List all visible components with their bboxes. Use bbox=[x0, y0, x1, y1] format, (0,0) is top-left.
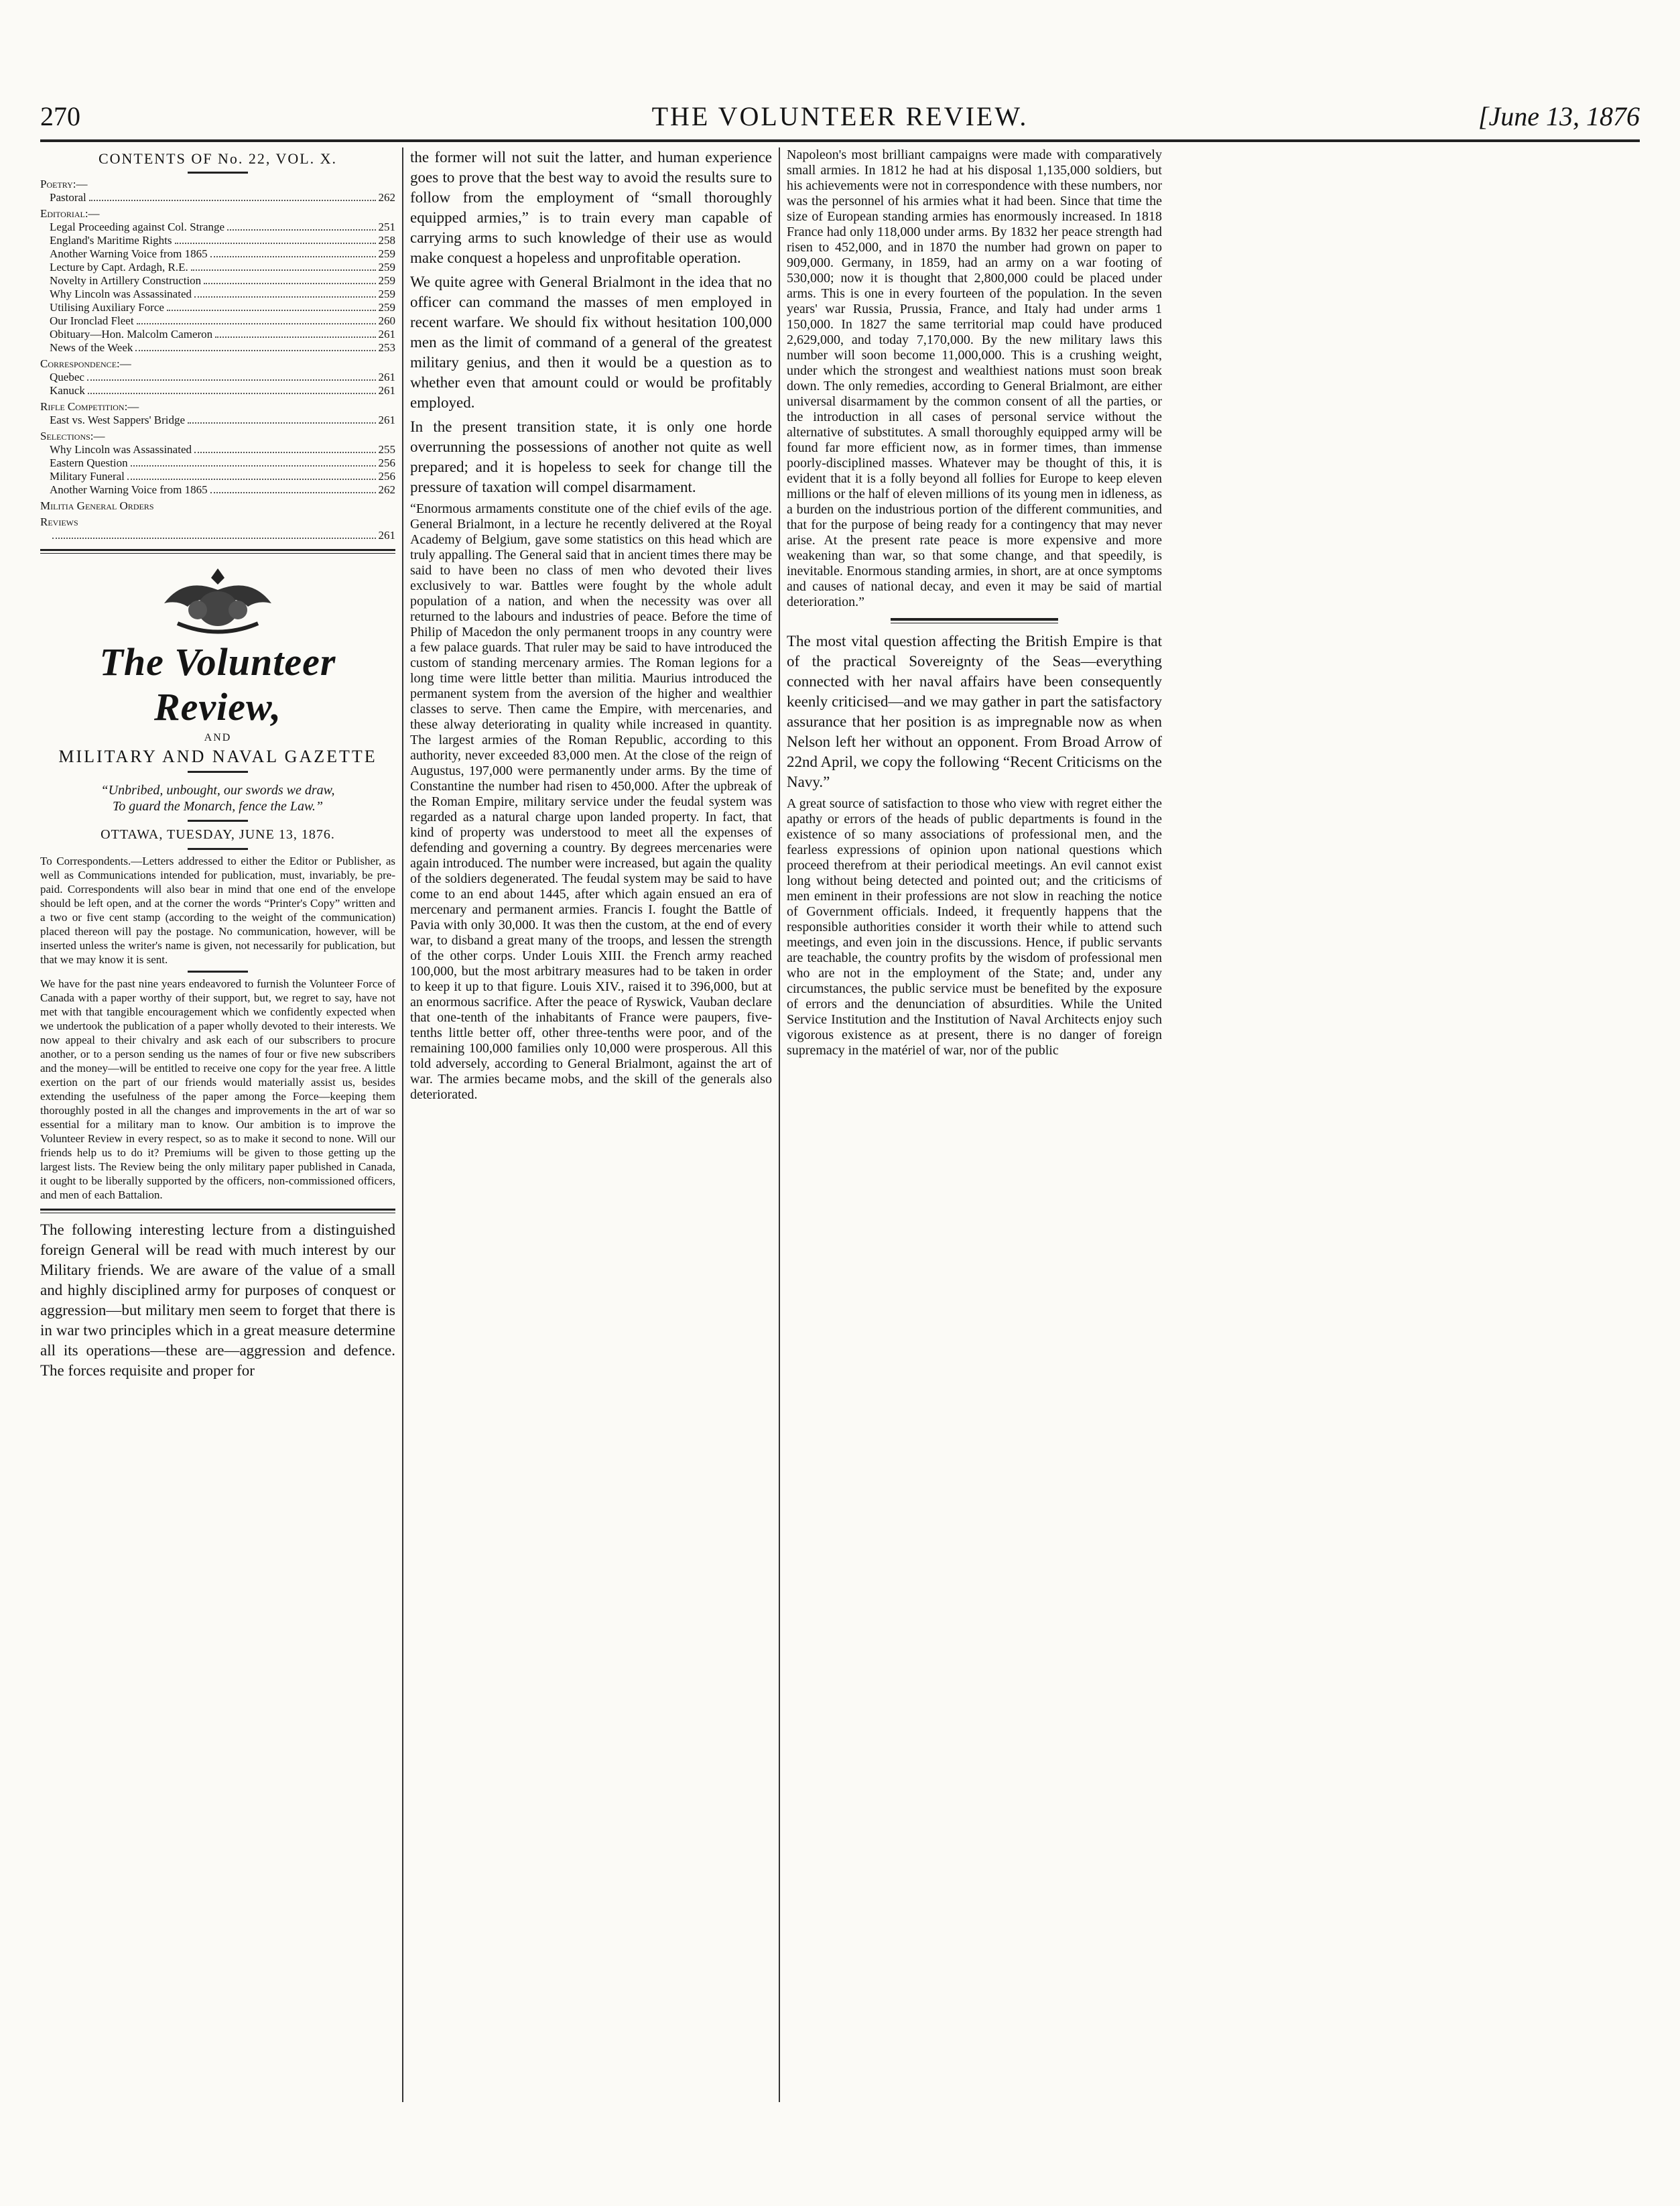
column-3 bbox=[787, 147, 1162, 2105]
contents-title: CONTENTS OF No. 22, VOL. X. bbox=[98, 150, 338, 167]
toc-entry-page: 261 bbox=[378, 414, 395, 426]
toc-entry-title: Military Funeral bbox=[50, 470, 125, 483]
toc-entry-page: 259 bbox=[378, 288, 395, 300]
masthead-subtitle: MILITARY AND NAVAL GAZETTE bbox=[58, 747, 377, 766]
column-divider bbox=[779, 147, 780, 2102]
column-2 bbox=[410, 147, 772, 2105]
toc-entry-title: Why Lincoln was Assassinated bbox=[50, 443, 192, 456]
divider bbox=[40, 549, 395, 554]
article-paragraph: In the present transition state, it is only one horde overrunning the possessions of another not quite as well prepared; and it is hopeless to seek for change till the pressure of taxation will compel disarmament. bbox=[410, 418, 772, 495]
toc-entry-title: Novelty in Artillery Construction bbox=[50, 274, 202, 287]
article-quotation: “Enormous armaments constitute one of the chief evils of the age. General Brialmont, in a lecture he recently delivered at the Royal Academy of Belgium, gave some statistics on this head which are truly appalling. The General said that in ancient times there may be said to have been no class of men who devoted their lives exclusively to war. Battles were fought by the whole adult population of a nation, and when the necessity was over all returned to the labours and industries of peace. Before the time of Philip of Macedon the only permanent troops in any country were a few palace guards. That ruler may be said to have introduced the custom of standing mercenary armies. The Roman legions for a long time were little better than militia. Maurius introduced the permanent system from the aversion of the higher and wealthier classes to serve. Then came the Empire, with mercenaries, and these alway deteriorating in quality while increased in quantity. The largest armies of the Roman Republic, according to this authority, never exceeded 83,000 men. At the close of the reign of Augustus, 197,000 were permanently under arms. By the time of Constantine the number had risen to 450,000. After the upbreak of the Roman Empire, military service under the feudal system was regarded as a natural charge upon landed property. In fact, that kind of property was understood to meet all the expenses of defending and governing a country. By degrees mercenaries were again introduced. The number were increased, but again the quality of the soldiers degenerated. The feudal system may be said to have come to an end about 1445, after which again ensued an era of mercenary and permanent armies. Francis I. fought the Battle of Pavia with only 30,000. It was then the custom, at the end of every war, to disband a great many of the troops, and lessen the strength of the other corps. Under Louis XIII. the French army reached 100,000, but the most arbitrary measures had to be taken in order to keep it up to that figure. Louis XIV., raised it to 396,000, but at an enormous sacrifice. After the peace of Ryswick, Vauban declare that one-tenth of the inhabitants of France were paupers, five-tenths little better off, other three-tenths were poor, and of the remaining 100,000 families only 10,000 were prosperous. All this told adversely, according to General Brialmont, against the art of war. The armies became mobs, and the skill of the generals also deteriorated. bbox=[410, 501, 772, 1102]
toc-entry-page: 253 bbox=[378, 341, 395, 354]
toc-entry bbox=[40, 341, 395, 355]
page-number: 270 bbox=[40, 101, 80, 131]
divider bbox=[188, 820, 248, 822]
toc-entry-title: East vs. West Sappers' Bridge bbox=[50, 414, 186, 426]
divider bbox=[188, 172, 248, 174]
toc-entry-page: 262 bbox=[378, 483, 395, 496]
toc-leader bbox=[194, 443, 376, 453]
lecture-intro: The following interesting lecture from a distinguished foreign General will be read with much interest by our Military friends. We are aware of the value of a small and highly disciplined army for purposes of conquest or aggression—but military men seem to forget that there is in war two principles which in a great measure determine all its operations—these are—aggression and defence. The forces requisite and proper for bbox=[40, 1221, 395, 1379]
toc-leader bbox=[89, 191, 376, 201]
masthead-and: AND bbox=[204, 732, 232, 743]
toc-entry-title: Another Warning Voice from 1865 bbox=[50, 483, 208, 496]
toc-entry-title: Lecture by Capt. Ardagh, R.E. bbox=[50, 261, 188, 273]
correspondents-notice: To Correspondents.—Letters addressed to either the Editor or Publisher, as well as Communications intended for publication, must, invariably, be pre-paid. Correspondents will also bear in mind that one end of the envelope should be left open, and at the corner the words “Printer's Copy” written and a two or five cent stamp (according to the weight of the communication) placed thereon will pay the postage. No communication, however, will be inserted unless the writer's name is given, not necessarily for publication, but that we may know it is sent. bbox=[40, 855, 395, 966]
toc-entry-title: Pastoral bbox=[50, 191, 86, 204]
toc-entry-page: 261 bbox=[378, 328, 395, 341]
toc-entry-page: 259 bbox=[378, 247, 395, 260]
running-title: THE VOLUNTEER REVIEW. bbox=[651, 101, 1029, 131]
toc-section-heading: Editorial:— bbox=[40, 207, 100, 220]
toc-entry bbox=[40, 371, 395, 384]
toc-leader bbox=[137, 314, 376, 324]
table-of-contents bbox=[40, 178, 395, 542]
toc-leader bbox=[167, 301, 376, 311]
toc-entry-title: Another Warning Voice from 1865 bbox=[50, 247, 208, 260]
article-paragraph: A great source of satisfaction to those who view with regret either the apathy or errors of the heads of public departments is found in the existence of so many associations of professional men, and the fearless expressions of opinion upon national questions which proceed therefrom at their periodical meetings. An evil cannot exist long without being detected and pointed out; and the criticisms of men eminent in their professions are not slow in reaching the notice of Government officials. Indeed, it frequently happens that the responsible authorities consider it worth their while to attend such meetings, and even join in the discussions. Hence, if public servants are teachable, the country profits by the wisdom of professional men who are not in the employment of the State; and, under any circumstances, the public service must be benefited by the exposure of errors and the denunciation of absurdities. While the United Service Institution and the Institution of Naval Architects enjoy such vigorous existence as at present, there is no danger of foreign supremacy in the matériel of war, nor of the public bbox=[787, 796, 1162, 1058]
toc-leader bbox=[131, 456, 376, 467]
toc-entry-title: Utilising Auxiliary Force bbox=[50, 301, 164, 314]
divider bbox=[188, 771, 248, 773]
motto-line-1: “Unbribed, unbought, our swords we draw, bbox=[101, 783, 335, 798]
toc-entry-page: 261 bbox=[378, 529, 395, 542]
toc-entry bbox=[40, 314, 395, 328]
toc-entry-page: 256 bbox=[378, 456, 395, 469]
toc-entry bbox=[40, 301, 395, 314]
toc-entry bbox=[40, 191, 395, 204]
toc-entry bbox=[40, 483, 395, 497]
toc-entry bbox=[40, 414, 395, 427]
toc-leader bbox=[135, 341, 375, 351]
toc-entry-page: 260 bbox=[378, 314, 395, 327]
toc-entry-title: Our Ironclad Fleet bbox=[50, 314, 134, 327]
toc-entry-page: 262 bbox=[378, 191, 395, 204]
column-1 bbox=[40, 147, 395, 2105]
divider bbox=[40, 1209, 395, 1213]
toc-entry bbox=[40, 529, 395, 542]
toc-entry-title: News of the Week bbox=[50, 341, 133, 354]
toc-leader bbox=[210, 483, 376, 493]
toc-entry bbox=[40, 470, 395, 483]
toc-leader bbox=[188, 414, 375, 424]
toc-leader bbox=[52, 529, 376, 539]
masthead-motto bbox=[40, 782, 395, 814]
divider bbox=[188, 848, 248, 850]
dateline: OTTAWA, TUESDAY, JUNE 13, 1876. bbox=[101, 827, 335, 842]
toc-entry-title: Legal Proceeding against Col. Strange bbox=[50, 221, 225, 233]
toc-leader bbox=[127, 470, 376, 480]
toc-entry-page: 259 bbox=[378, 301, 395, 314]
toc-entry bbox=[40, 328, 395, 341]
toc-leader bbox=[88, 384, 376, 394]
toc-entry-title: Obituary—Hon. Malcolm Cameron bbox=[50, 328, 213, 341]
subscription-notice: We have for the past nine years endeavored to furnish the Volunteer Force of Canada with a paper worthy of their support, but, we regret to say, have not met with that tangible encouragement which we confidently expected when we undertook the publication of a paper wholly devoted to their interests. We now appeal to their chivalry and ask each of our subscribers to procure another, or to a person sending us the names of four or five new subscribers and the money—will be entitled to receive one copy for the year free. A little exertion on the part of our friends would materially assist us, besides extending the usefulness of the paper among the Force—keeping them thoroughly posted in all the changes and improvements in the art of war so essential for a military man to know. Our ambition is to improve the Volunteer Review in every respect, so as to make it second to none. Will our friends help us to do it? Premiums will be given to those getting up the largest lists. The Review being the only military paper published in Canada, it ought to be liberally supported by the officers, non-commissioned officers, and men of each Battalion. bbox=[40, 977, 395, 1201]
toc-section-heading: Correspondence:— bbox=[40, 357, 131, 370]
toc-entry-page: 258 bbox=[378, 234, 395, 247]
masthead-title: The Volunteer Review, bbox=[99, 640, 336, 729]
masthead bbox=[40, 563, 395, 850]
toc-entry-title: Quebec bbox=[50, 371, 84, 383]
toc-leader bbox=[215, 328, 375, 338]
toc-leader bbox=[191, 261, 376, 271]
toc-leader bbox=[194, 288, 376, 298]
toc-leader bbox=[210, 247, 376, 257]
toc-leader bbox=[227, 221, 375, 231]
toc-section-heading: Reviews bbox=[40, 515, 78, 528]
toc-section-heading: Poetry:— bbox=[40, 178, 88, 190]
toc-entry-page: 256 bbox=[378, 470, 395, 483]
toc-entry bbox=[40, 456, 395, 470]
article-paragraph: Napoleon's most brilliant campaigns were made with comparatively small armies. In 1812 he had at his disposal 1,135,000 soldiers, but his achievements were not in correspondence with these numbers, nor was the personnel of his armies what it had been. Since that time the size of European standing armies has enormously increased. In 1818 France had only 118,000 under arms. By 1832 her peace strength had risen to 452,000, and in 1870 the number had grown on paper to 909,000. Germany, in 1859, had an army on a war footing of 530,000; now it is thought that 2,800,000 could be placed under arms. This is one in every fourteen of the population. In the seven years' war Russia, Prussia, France, and Italy had under arms 1 150,000. In 1827 the same territorial map could have produced 2,629,000, and today 7,170,000. By the new military laws this number will soon become 11,000,000. This is a crushing weight, under which the strongest and wealthiest nations must soon break down. The only remedies, according to General Brialmont, are either universal disarmament by the common consent of all the parties, or the introduction in all cases of personal service without the alternative of substitutes. A small thoroughly equipped army will be found far more efficient now, as in former times, than immense poorly-disciplined masses. Whatever may be thought of this, it is evident that it is a folly beyond all follies for Europe to keep eleven millions or the half of eleven millions of its young men in idleness, as a burden on the industrious portion of the different communities, and that for the purpose of being ready for a contingency that may never arise. At the present rate peace is more expensive and more weakening than war, so that some change, and that speedily, is inevitable. Enormous standing armies, in short, are at once symptoms and causes of national decay, and even it may be said of martial deterioration.” bbox=[787, 147, 1162, 609]
toc-entry bbox=[40, 288, 395, 301]
toc-entry-title: Why Lincoln was Assassinated bbox=[50, 288, 192, 300]
coat-of-arms-icon bbox=[151, 563, 285, 637]
article-paragraph: The most vital question affecting the British Empire is that of the practical Sovereignty of the Seas—everything connected with her naval affairs have been consequently keenly criticised—and we may gather in part the satisfactory assurance that her position is as impregnable now as when Nelson left her without an opponent. From Broad Arrow of 22nd April, we copy the following “Recent Criticisms on the Navy.” bbox=[787, 633, 1162, 790]
toc-entry-page: 255 bbox=[378, 443, 395, 456]
issue-date: [June 13, 1876 bbox=[1478, 101, 1640, 131]
article-paragraph: the former will not suit the latter, and human experience goes to prove that the best way to avoid the results sure to follow from the employment of “small thoroughly equipped armies,” is to train every man capable of carrying arms to such knowledge of their use as would make conquest a hopeless and unprofitable operation. bbox=[410, 149, 772, 266]
running-header bbox=[40, 101, 1640, 138]
toc-entry-title: Eastern Question bbox=[50, 456, 128, 469]
toc-entry-page: 259 bbox=[378, 261, 395, 273]
toc-entry bbox=[40, 247, 395, 261]
toc-entry-title: Kanuck bbox=[50, 384, 85, 397]
article-paragraph: We quite agree with General Brialmont in the idea that no officer can command the masses of men employed in recent warfare. We should fix without hesitation 100,000 men as the limit of command of a general of the greatest military genius, and then it would be a question as to whether even that amount could or would be profitably employed. bbox=[410, 273, 772, 411]
toc-leader bbox=[175, 234, 376, 244]
toc-entry-page: 251 bbox=[378, 221, 395, 233]
toc-section-heading: Militia General Orders bbox=[40, 499, 154, 512]
toc-leader bbox=[87, 371, 376, 381]
toc-section-heading: Rifle Competition:— bbox=[40, 400, 139, 413]
toc-entry-page: 261 bbox=[378, 371, 395, 383]
toc-entry-title: England's Maritime Rights bbox=[50, 234, 172, 247]
toc-entry-page: 261 bbox=[378, 384, 395, 397]
divider bbox=[188, 971, 248, 973]
divider bbox=[891, 618, 1058, 623]
toc-entry bbox=[40, 261, 395, 274]
toc-entry-page: 259 bbox=[378, 274, 395, 287]
toc-section-heading: Selections:— bbox=[40, 430, 105, 442]
toc-entry bbox=[40, 274, 395, 288]
toc-leader bbox=[204, 274, 375, 284]
motto-line-2: To guard the Monarch, fence the Law.” bbox=[112, 799, 324, 814]
column-divider bbox=[402, 147, 403, 2102]
toc-entry bbox=[40, 234, 395, 247]
toc-entry bbox=[40, 221, 395, 234]
toc-entry bbox=[40, 443, 395, 456]
toc-entry bbox=[40, 384, 395, 397]
header-rule bbox=[40, 139, 1640, 142]
